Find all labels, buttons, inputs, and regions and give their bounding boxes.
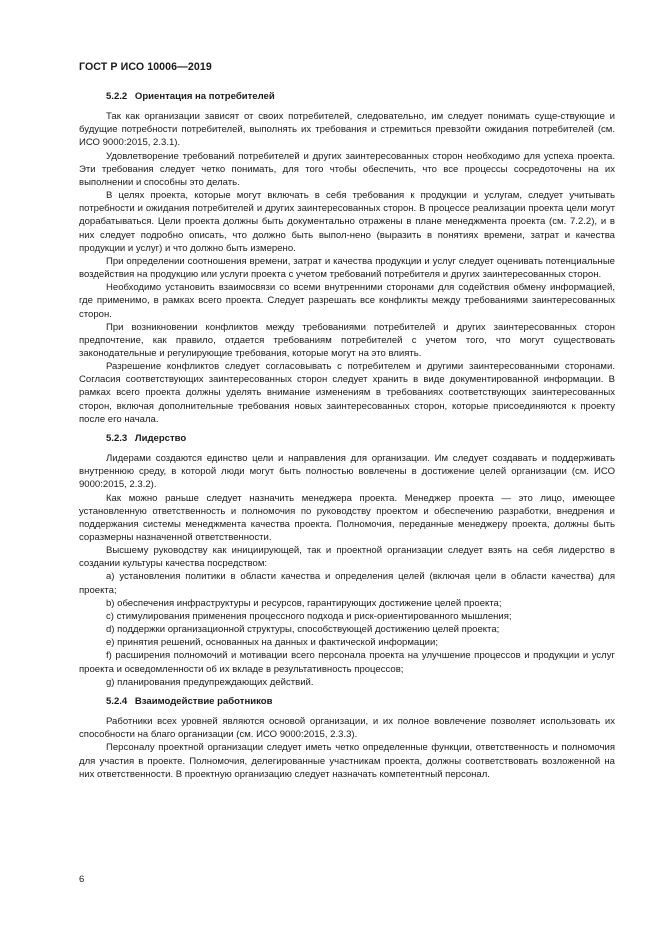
document-header: ГОСТ Р ИСО 10006—2019 bbox=[79, 61, 212, 73]
section-number: 5.2.2 bbox=[106, 91, 128, 102]
list-item: d) поддержки организационной структуры, способствующей достижению целей проекта; bbox=[106, 624, 500, 636]
list-item: e) принятия решений, основанных на данных и фактической информации; bbox=[106, 637, 438, 649]
section-number: 5.2.3 bbox=[106, 432, 128, 444]
paragraph: При возникновении конфликтов между требованиями потребителей и других заинтересованных сторон предпочтение, как правило, отдается требованиям потребителей с учетом того, что могут существовать законодательные и регулирующие требования, которые могут на это влиять. bbox=[79, 321, 615, 359]
paragraph: Персоналу проектной организации следует иметь четко определенные функции, ответственность и полномочия для участия в проекте. Полномочия, делегированные участникам проекта, должны соответствовать возложенной на них ответственности. В проектную организацию следует назначать компетентный персонал. bbox=[79, 742, 615, 780]
paragraph: В целях проекта, которые могут включать в себя требования к продукции и услугам, следует учитывать потребности и ожидания потребителей и других заинтересованных сторон. В процессе реализации проекта цели могут дорабатываться. Цели проекта должны быть документально отражены в плане менеджмента проекта (см. 7.2.2), и в них следует подробно описать, что должно быть выпол-нено (выразить в понятиях времени, затрат и качества продукции и услуг) и что должно быть измерено. bbox=[79, 190, 615, 254]
paragraph: Удовлетворение требований потребителей и других заинтересованных сторон необходимо для успеха проекта. Эти требования следует четко понимать, для того чтобы обеспечить, что все процессы сосредоточены на их выполнении и способны это делать. bbox=[79, 150, 615, 188]
paragraph: Лидерами создаются единство цели и направления для организации. Им следует создавать и поддерживать внутреннюю среду, в которой люди могут быть полностью вовлечены в достижение целей организации (см. ИСО 9000:2015, 2.3.2). bbox=[79, 453, 615, 491]
list-item: f) расширения полномочий и мотивации всего персонала проекта на улучшение процессов и продукции и услуг проекта и осведомленности об их вкладе в результативность процессов; bbox=[79, 650, 615, 675]
paragraph: Необходимо установить взаимосвязи со всеми внутренними сторонами для содействия обмену информацией, где применимо, в рамках всего проекта. Следует разрешать все конфликты между требованиями заинтересованных сторон. bbox=[79, 282, 615, 320]
section-heading-5-2-4 bbox=[79, 695, 615, 708]
page-number: 6 bbox=[79, 874, 85, 885]
section-title: Лидерство bbox=[134, 432, 187, 444]
document-body bbox=[79, 90, 615, 781]
list-item: c) стимулирования применения процессного подхода и риск-ориентированного мышления; bbox=[106, 610, 512, 622]
paragraph: При определении соотношения времени, затрат и качества продукции и услуг следует оценивать потенциальные воздействия на продукцию или услуги проекта с учетом требований потребителя и других заинтересованных сторон. bbox=[79, 255, 615, 281]
paragraph: Разрешение конфликтов следует согласовывать с потребителем и другими заинтересованными сторонами. Согласия соответствующих заинтересованных сторон следует хранить в виде документированной информации. В рамках всего проекта должны уделять внимание изменениям в требованиях соответствующих заинтересованных сторон, включая дополнительные требования новых заинтересованных сторон, которые присоединяются к проекту после его начала. bbox=[79, 361, 615, 425]
paragraph: Высшему руководству как инициирующей, так и проектной организации следует взять на себя лидерство в создании культуры качества посредством: bbox=[79, 545, 615, 570]
section-heading-5-2-2 bbox=[79, 90, 615, 103]
paragraph: Как можно раньше следует назначить менеджера проекта. Менеджер проекта — это лицо, имеющее установленную ответственность и полномочия по руководству проектом и обеспечению разработки, внедрения и поддержания системы менеджмента качества проекта. Полномочия, переданные менеджеру проекта, должны быть соразмерны назначенной ответственности. bbox=[79, 492, 615, 543]
list-item: a) установления политики в области качества и определения целей (включая цели в области качества) для проекта; bbox=[79, 571, 615, 596]
section-heading-5-2-3 bbox=[79, 432, 615, 445]
section-number: 5.2.4 bbox=[106, 695, 128, 707]
section-title: Ориентация на потребителей bbox=[134, 91, 275, 102]
list-item: g) планирования предупреждающих действий. bbox=[106, 676, 314, 688]
paragraph: Работники всех уровней являются основой организации, и их полное вовлечение позволяет использовать их способности на благо организации (см. ИСО 9000:2015, 2.3.3). bbox=[79, 716, 615, 741]
section-title: Взаимодействие работников bbox=[134, 695, 273, 707]
paragraph: Так как организации зависят от своих потребителей, следовательно, им следует понимать суще-ствующие и будущие потребности потребителей, выполнять их требования и стремиться превзойти ожидания потребителей (см. ИСО 9000:2015, 2.3.1). bbox=[79, 111, 615, 149]
list-item: b) обеспечения инфраструктуры и ресурсов, гарантирующих достижение целей проекта; bbox=[106, 597, 502, 609]
